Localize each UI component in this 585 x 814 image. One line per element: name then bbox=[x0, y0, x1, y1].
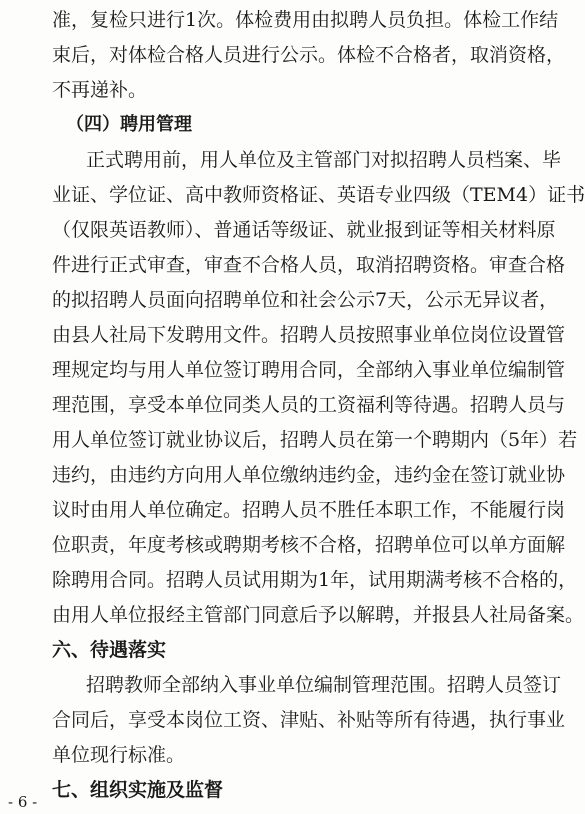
text-line-16: 位职责，年度考核或聘期考核不合格，招聘单位可以单方面解 bbox=[52, 534, 566, 556]
text-line-18: 由用人单位报经主管部门同意后予以解聘，并报县人社局备案。 bbox=[52, 604, 585, 626]
text-line-11: 理规定均与用人单位签订聘用合同，全部纳入事业单位编制管 bbox=[52, 359, 566, 381]
page-number: - 6 - bbox=[8, 793, 38, 811]
section-heading-employment-management: （四）聘用管理 bbox=[66, 114, 192, 135]
section-heading-benefits: 六、待遇落实 bbox=[52, 639, 167, 661]
text-line-5: 正式聘用前，用人单位及主管部门对拟招聘人员档案、毕 bbox=[86, 149, 562, 171]
text-line-15: 议时由用人单位确定。招聘人员不胜任本职工作，不能履行岗 bbox=[52, 499, 566, 521]
text-line-9: 的拟招聘人员面向招聘单位和社会公示7天，公示无异议者， bbox=[52, 289, 559, 311]
text-line-21: 合同后，享受本岗位工资、津贴、补贴等所有待遇，执行事业 bbox=[52, 709, 566, 731]
text-line-13: 用人单位签订就业协议后，招聘人员在第一个聘期内（5年）若 bbox=[52, 429, 578, 451]
section-heading-implementation: 七、组织实施及监督 bbox=[52, 779, 224, 801]
text-line-1: 准，复检只进行1次。体检费用由拟聘人员负担。体检工作结 bbox=[52, 9, 559, 31]
text-line-12: 理范围，享受本单位同类人员的工资福利等待遇。招聘人员与 bbox=[52, 394, 566, 416]
text-line-20: 招聘教师全部纳入事业单位编制管理范围。招聘人员签订 bbox=[86, 674, 562, 696]
text-line-17: 除聘用合同。招聘人员试用期为1年，试用期满考核不合格的， bbox=[52, 569, 578, 591]
text-line-14: 违约，由违约方向用人单位缴纳违约金，违约金在签订就业协 bbox=[52, 464, 566, 486]
text-line-22: 单位现行标准。 bbox=[52, 744, 186, 766]
text-line-6: 业证、学位证、高中教师资格证、英语专业四级（TEM4）证书 bbox=[52, 184, 585, 206]
text-line-3: 不再递补。 bbox=[52, 79, 148, 101]
text-line-7: （仅限英语教师）、普通话等级证、就业报到证等相关材料原 bbox=[52, 219, 556, 241]
text-line-8: 件进行正式审查，审查不合格人员，取消招聘资格。审查合格 bbox=[52, 254, 566, 276]
text-line-2: 束后，对体检合格人员进行公示。体检不合格者，取消资格， bbox=[52, 44, 566, 66]
text-line-10: 由县人社局下发聘用文件。招聘人员按照事业单位岗位设置管 bbox=[52, 324, 566, 346]
